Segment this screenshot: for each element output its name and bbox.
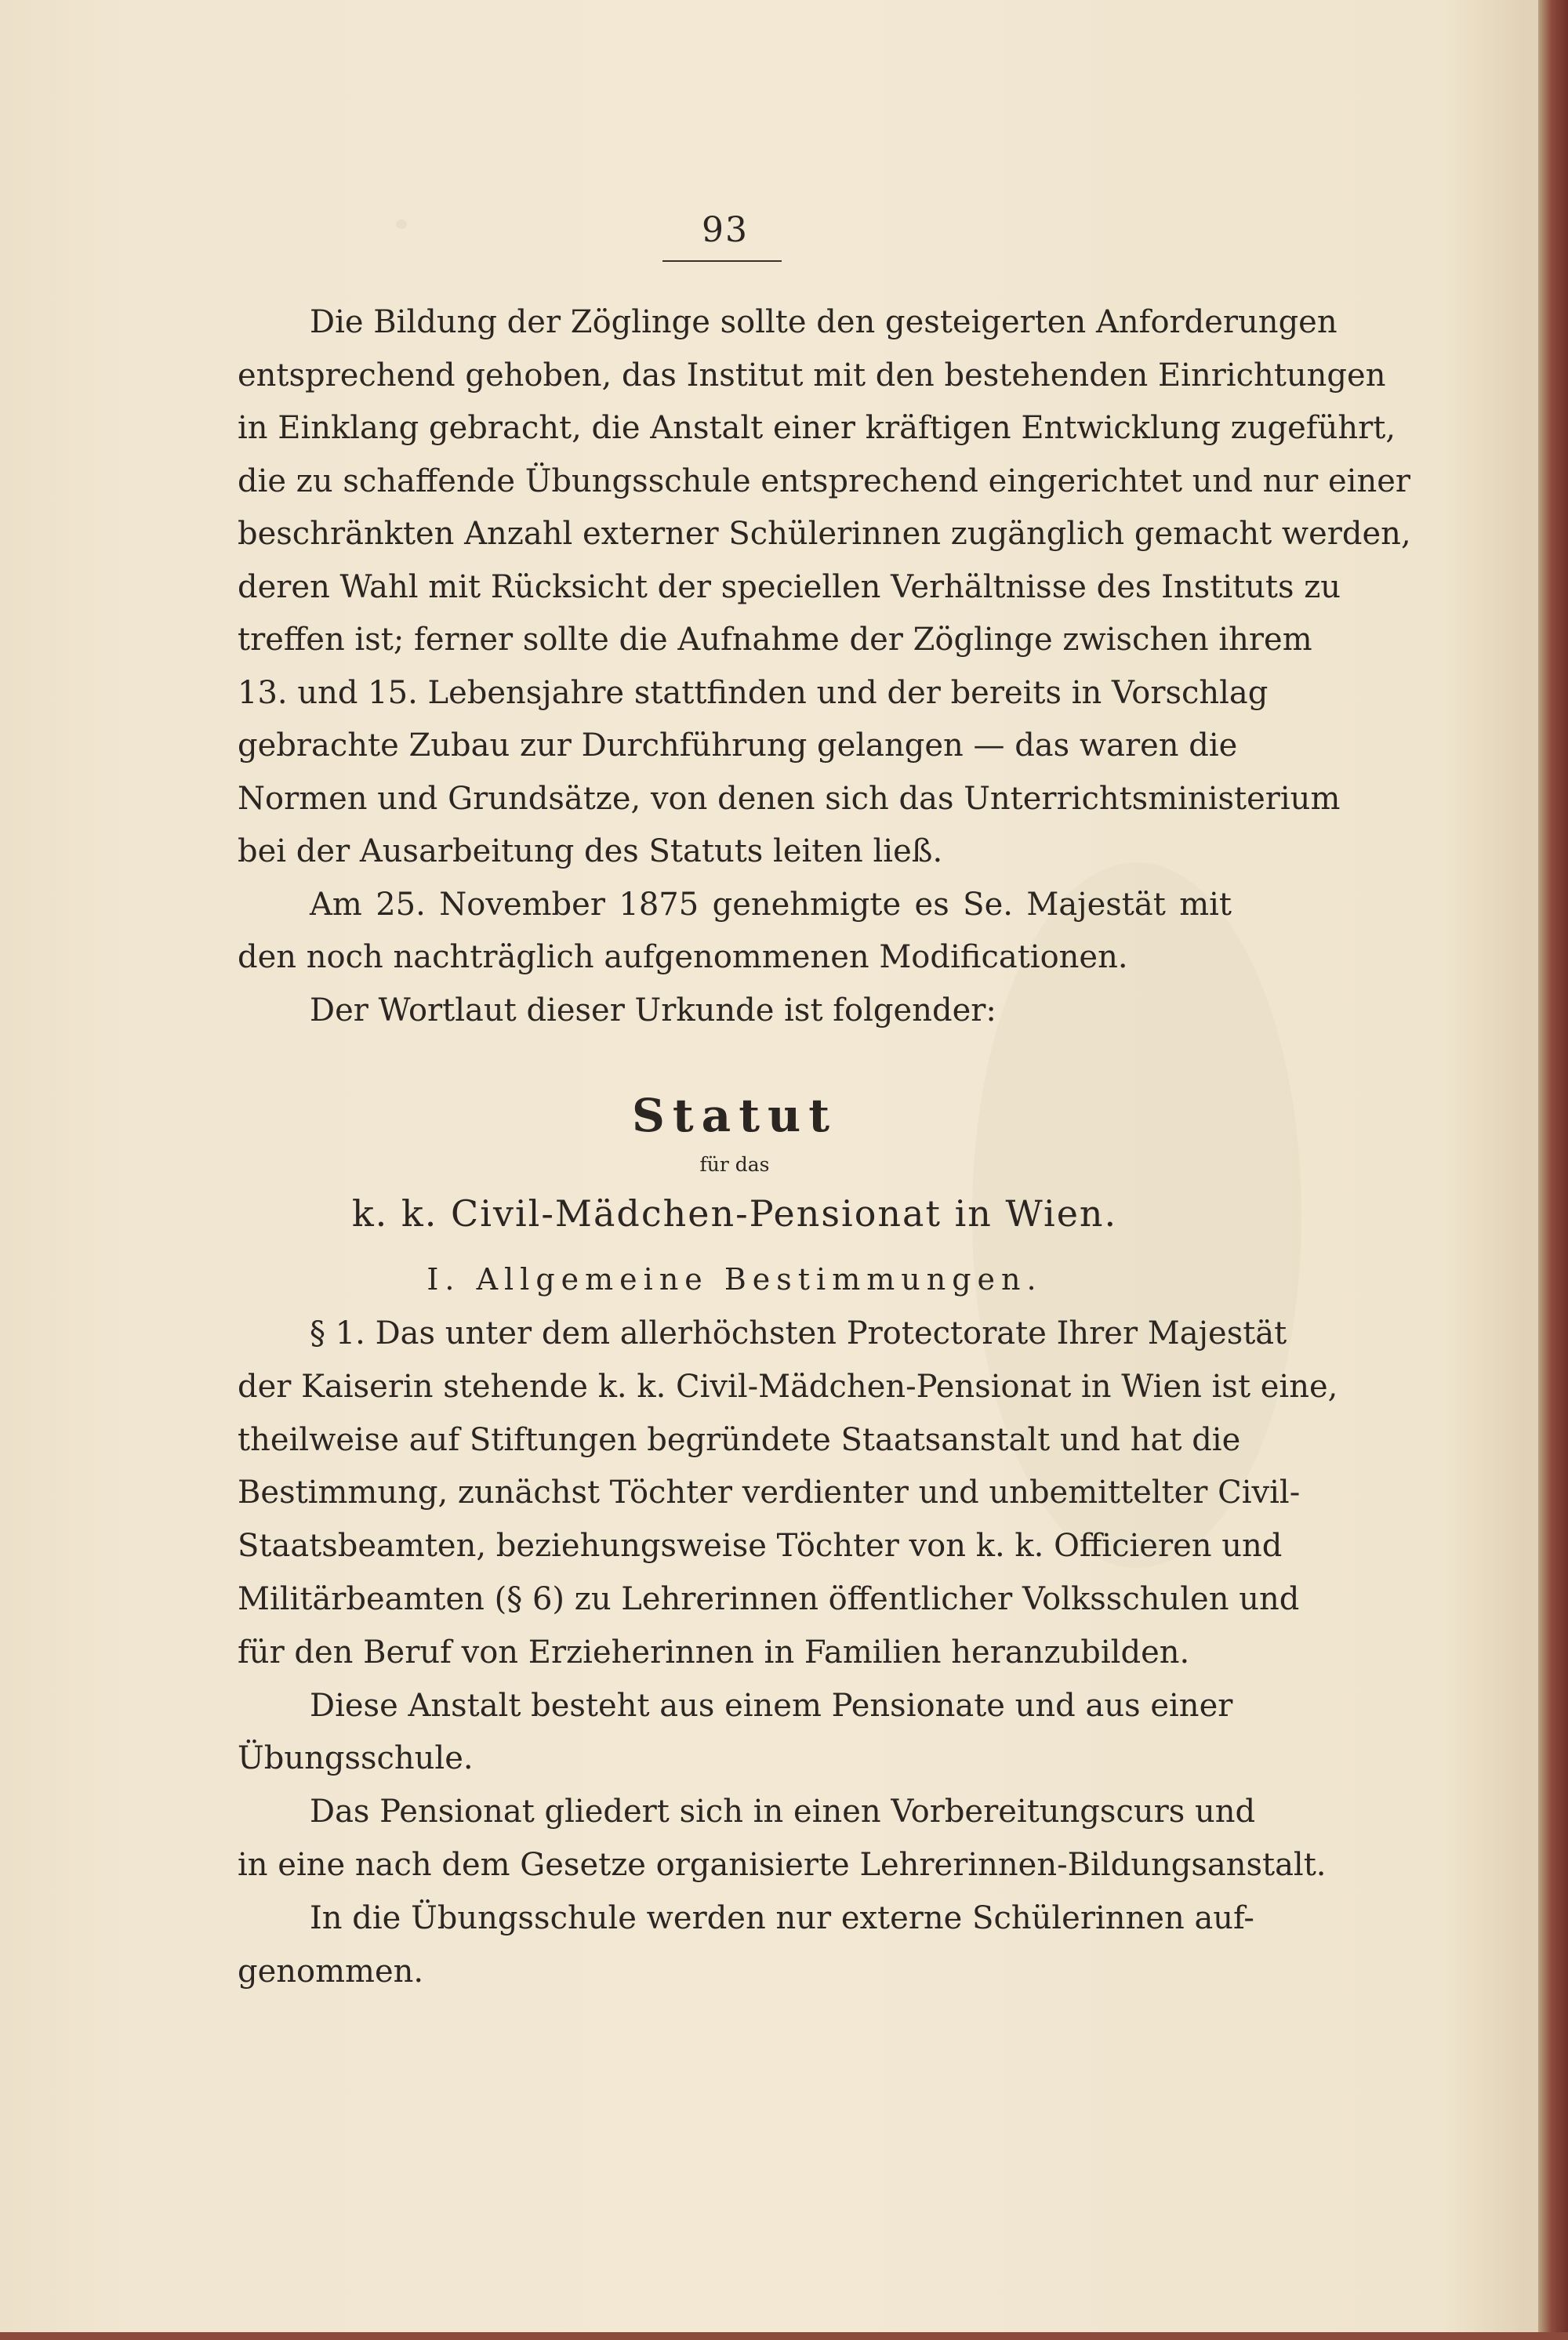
text-line: bei der Ausarbeitung des Statuts leiten ließ. [238,833,943,869]
paper-spot [396,219,407,229]
page-number: 93 [702,210,749,250]
text-line: § 1. Das unter dem allerhöchsten Protectorate Ihrer Majestät [310,1315,1287,1351]
text-line: in eine nach dem Gesetze organisierte Lehrerinnen-Bildungsanstalt. [238,1846,1327,1883]
text-line: Normen und Grundsätze, von denen sich das Unterrichtsministerium [238,780,1341,817]
text-line: deren Wahl mit Rücksicht der speciellen Verhältnisse des Instituts zu [238,568,1341,605]
text-line: die zu schaffende Übungsschule entsprechend eingerichtet und nur einer [238,463,1411,499]
text-line: Staatsbeamten, beziehungsweise Töchter von k. k. Officieren und [238,1528,1283,1565]
statute-subtitle: für das [699,1153,770,1176]
text-line: Am 25. November 1875 genehmigte es Se. Majestät mit [310,886,1232,923]
text-line: für den Beruf von Erzieherinnen in Familien heranzubilden. [238,1634,1190,1671]
text-line: Der Wortlaut dieser Urkunde ist folgender: [310,992,996,1029]
page-number-rule [662,260,782,262]
institution-name: k. k. Civil-Mädchen-Pensionat in Wien. [351,1192,1118,1235]
text-line: Übungsschule. [238,1740,474,1777]
text-line: Das Pensionat gliedert sich in einen Vorbereitungscurs und [310,1794,1256,1830]
text-line: 13. und 15. Lebensjahre stattfinden und der bereits in Vorschlag [238,674,1269,711]
section-paragraphs [238,1308,1338,1998]
text-line: treffen ist; ferner sollte die Aufnahme der Zöglinge zwischen ihrem [238,622,1312,658]
text-line: in Einklang gebracht, die Anstalt einer kräftigen Entwicklung zugeführt, [238,410,1396,446]
text-line: Bestimmung, zunächst Töchter verdienter und unbemittelter Civil- [238,1475,1301,1511]
text-line: beschränkten Anzahl externer Schülerinnen zugänglich gemacht werden, [238,516,1411,552]
page-edge-bottom [0,2332,1568,2340]
intro-paragraphs [238,296,1411,1037]
statute-header [238,1080,1232,1311]
text-line: genommen. [238,1953,424,1990]
text-line: Militärbeamten (§ 6) zu Lehrerinnen öffentlicher Volksschulen und [238,1580,1300,1617]
text-line: entsprechend gehoben, das Institut mit den bestehenden Einrichtungen [238,357,1386,394]
text-line: theilweise auf Stiftungen begründete Staatsanstalt und hat die [238,1421,1241,1458]
text-line: der Kaiserin stehende k. k. Civil-Mädchen-Pensionat in Wien ist eine, [238,1368,1338,1405]
text-line: gebrachte Zubau zur Durchführung gelangen — das waren die [238,727,1238,764]
text-line: den noch nachträglich aufgenommenen Modificationen. [238,939,1128,975]
text-line: Die Bildung der Zöglinge sollte den gesteigerten Anforderungen [310,304,1338,340]
page-edge-binding [1538,0,1568,2340]
statute-title: Statut [631,1089,837,1142]
section-heading: I. Allgemeine Bestimmungen. [426,1262,1043,1297]
text-line: Diese Anstalt besteht aus einem Pensionate und aus einer [310,1687,1233,1724]
text-line: In die Übungsschule werden nur externe Schülerinnen auf- [310,1899,1254,1936]
